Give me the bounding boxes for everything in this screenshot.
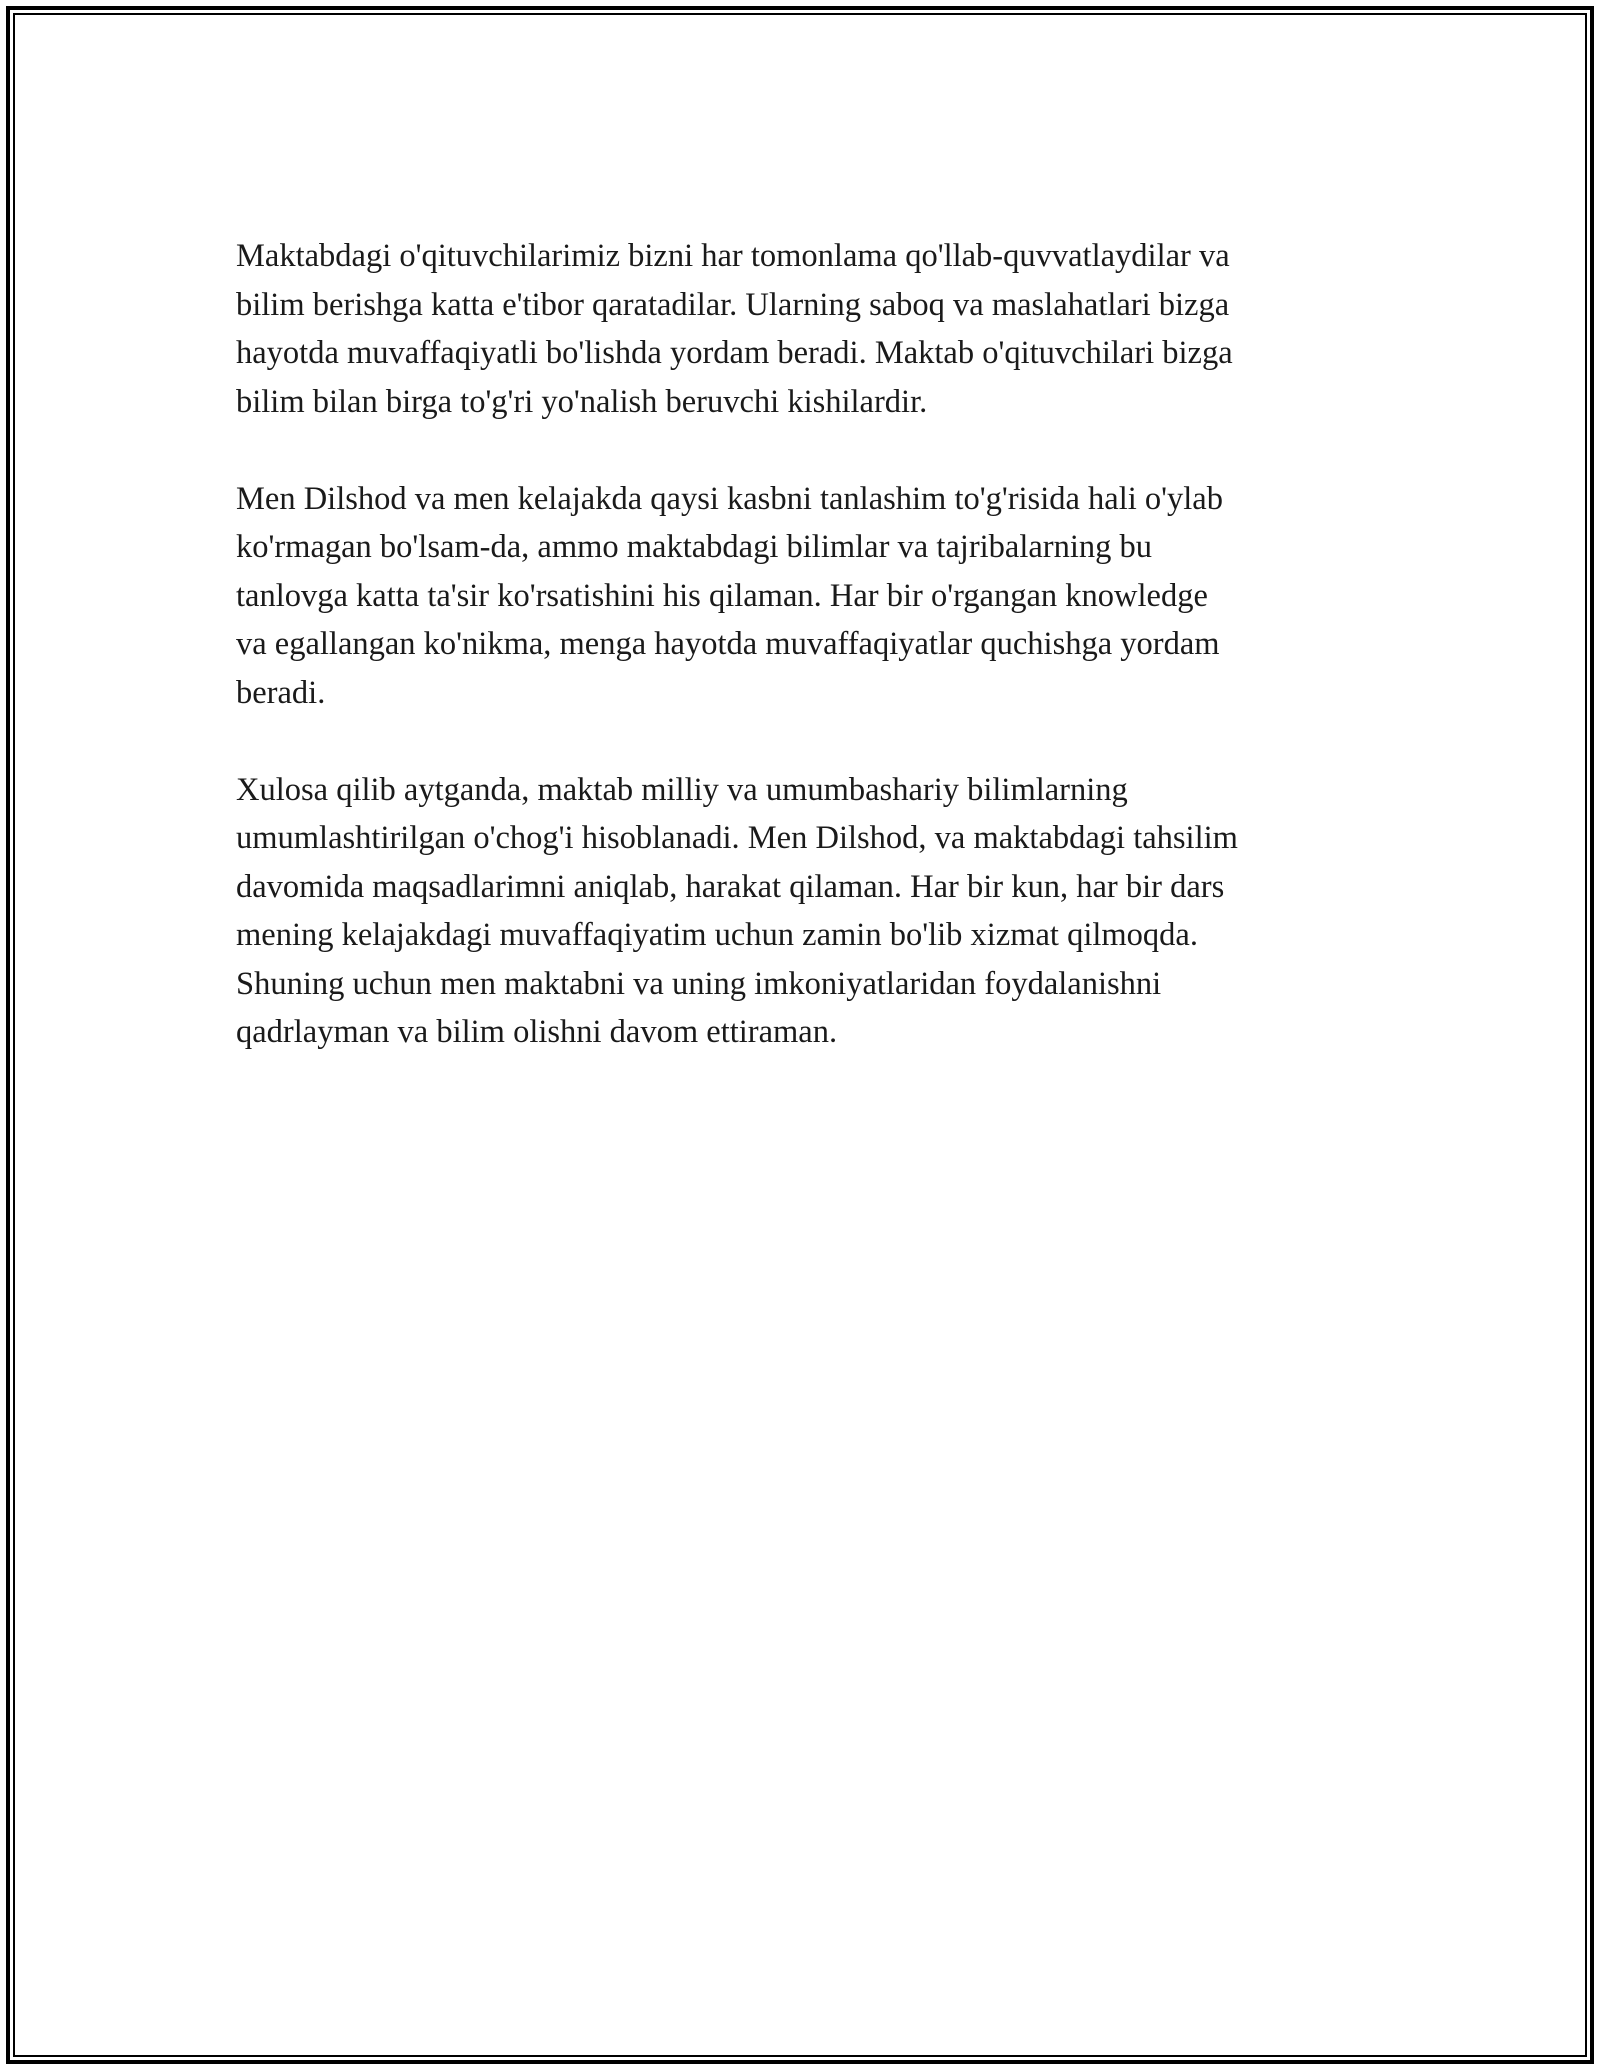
paragraph-3 <box>236 766 1376 1057</box>
paragraph-line: bilim berishga katta e'tibor qaratadilar. Ularning saboq va maslahatlari bizga <box>236 286 1230 323</box>
paragraph-line: Xulosa qilib aytganda, maktab milliy va umumbashariy bilimlarning <box>236 771 1128 808</box>
paragraph-line: va egallangan ko'nikma, menga hayotda muvaffaqiyatlar quchishga yordam <box>236 626 1220 662</box>
document-body <box>236 232 1376 1105</box>
paragraph-line: bilim bilan birga to'g'ri yo'nalish beruvchi kishilardir. <box>236 383 928 420</box>
paragraph-1 <box>236 232 1376 426</box>
paragraph-line: umumlashtirilgan o'chog'i hisoblanadi. Men Dilshod, va maktabdagi tahsilim <box>236 820 1238 856</box>
paragraph-2 <box>236 475 1376 718</box>
paragraph-line: tanlovga katta ta'sir ko'rsatishini his qilaman. Har bir o'rgangan knowledge <box>236 577 1208 614</box>
paragraph-line: Men Dilshod va men kelajakda qaysi kasbni tanlashim to'g'risida hali o'ylab <box>236 480 1223 517</box>
paragraph-line: mening kelajakdagi muvaffaqiyatim uchun zamin bo'lib xizmat qilmoqda. <box>236 917 1198 953</box>
paragraph-line: davomida maqsadlarimni aniqlab, harakat qilaman. Har bir kun, har bir dars <box>236 868 1225 905</box>
paragraph-line: Maktabdagi o'qituvchilarimiz bizni har tomonlama qo'llab-quvvatlaydilar va <box>236 238 1230 274</box>
paragraph-line: qadrlayman va bilim olishni davom ettiraman. <box>236 1014 838 1050</box>
paragraph-line: Shuning uchun men maktabni va uning imkoniyatlaridan foydalanishni <box>236 965 1162 1002</box>
paragraph-line: beradi. <box>236 674 326 711</box>
paragraph-line: hayotda muvaffaqiyatli bo'lishda yordam beradi. Maktab o'qituvchilari bizga <box>236 335 1233 371</box>
paragraph-line: ko'rmagan bo'lsam-da, ammo maktabdagi bilimlar va tajribalarning bu <box>236 529 1153 565</box>
